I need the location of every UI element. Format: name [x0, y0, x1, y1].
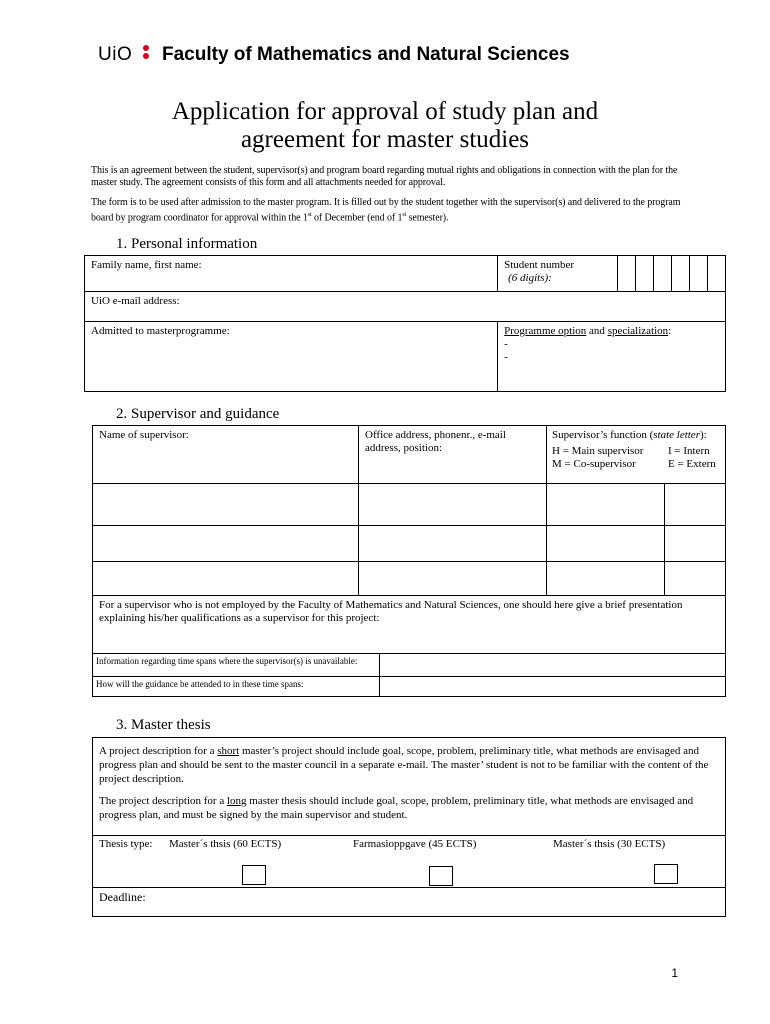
digit-box-5[interactable] [690, 256, 708, 292]
supervisor-2-name[interactable] [93, 526, 359, 562]
supervisor-2-address[interactable] [359, 526, 547, 562]
supervisor-name-header: Name of supervisor: [93, 426, 359, 484]
supervisor-1-function[interactable] [547, 484, 665, 526]
supervisor-3-type[interactable] [665, 562, 726, 596]
personal-info-table [84, 255, 726, 392]
thesis-type-label: Thesis type: [99, 838, 153, 850]
family-name-field[interactable]: Family name, first name: [85, 256, 498, 292]
thesis-60-checkbox[interactable] [242, 865, 266, 885]
title-line-2: agreement for master studies [240, 126, 530, 153]
digit-box-6[interactable] [707, 256, 725, 292]
faculty-name: Faculty of Mathematics and Natural Sciences [162, 44, 570, 65]
thesis-option-30-label: Master´s thsis (30 ECTS) [553, 838, 666, 850]
supervisor-3-address[interactable] [359, 562, 547, 596]
supervisor-1-type[interactable] [665, 484, 726, 526]
guidance-label: How will the guidance be attended to in these time spans: [93, 677, 380, 697]
title-line-1: Application for approval of study plan and [171, 98, 599, 125]
email-field[interactable]: UiO e-mail address: [85, 292, 726, 322]
intro-paragraph-2: The form is to be used after admission to the master program. It is filled out by the student together with the supervisor(s) and delivered to the program board by program coordinator for approval within the 1st of December (end of 1st semester). [91, 197, 681, 224]
external-supervisor-note[interactable]: For a supervisor who is not employed by the Faculty of Mathematics and Natural Sciences, one should here give a brief presentation explaining his/her qualifications as a supervisor for this project: [93, 596, 726, 654]
form-title [0, 98, 770, 154]
digit-box-4[interactable] [672, 256, 690, 292]
supervisor-1-name[interactable] [93, 484, 359, 526]
supervisor-1-address[interactable] [359, 484, 547, 526]
student-number-label: Student number (6 digits): [498, 256, 618, 292]
supervisor-2-type[interactable] [665, 526, 726, 562]
digit-box-1[interactable] [618, 256, 636, 292]
office-address-header: Office address, phonenr., e-mail address, position: [359, 426, 547, 484]
thesis-45-checkbox[interactable] [429, 866, 453, 886]
long-project-description: The project description for a long master thesis should include goal, scope, problem, preliminary title, what methods are envisaged and progress plan, and must be signed by the main supervisor and student. [99, 795, 694, 821]
supervisor-function-header: Supervisor’s function (state letter): H = Main supervisor I = Intern M = Co-supervisor E = Extern [547, 426, 726, 484]
page-number: 1 [671, 966, 678, 980]
section-2-heading: 2. Supervisor and guidance [116, 406, 280, 422]
admitted-programme-field[interactable]: Admitted to masterprogramme: [85, 322, 498, 392]
section-1-heading: 1. Personal information [116, 236, 258, 252]
supervisor-2-function[interactable] [547, 526, 665, 562]
programme-option-field[interactable]: Programme option and specialization: - - [498, 322, 726, 392]
intro-paragraph-1: This is an agreement between the student, supervisor(s) and program board regarding mutual rights and obligations in connection with the plan for the master study. The agreement consists of this form and all attachments needed for approval. [91, 165, 678, 188]
thesis-option-60-label: Master´s thsis (60 ECTS) [169, 838, 282, 850]
supervisor-3-function[interactable] [547, 562, 665, 596]
uio-logo: UiO [98, 44, 133, 65]
uio-logo-dots [143, 45, 150, 65]
deadline-field[interactable]: Deadline: [99, 890, 146, 904]
supervisor-table [92, 425, 726, 654]
supervisor-3-name[interactable] [93, 562, 359, 596]
thesis-30-checkbox[interactable] [654, 864, 678, 884]
thesis-option-45-label: Farmasioppgave (45 ECTS) [353, 838, 477, 850]
digit-box-2[interactable] [636, 256, 654, 292]
section-3-heading: 3. Master thesis [116, 717, 211, 733]
short-project-description: A project description for a short master’s project should include goal, scope, problem, preliminary title, what methods are envisaged and progress plan and should be sent to the master council in a separate e-mail. The master’ student is not to be familiar with the content of the project description. [99, 745, 709, 785]
guidance-field[interactable] [380, 677, 726, 697]
master-thesis-box [92, 737, 726, 917]
digit-box-3[interactable] [654, 256, 672, 292]
time-span-field[interactable] [380, 654, 726, 677]
time-span-label: Information regarding time spans where the supervisor(s) is unavailable: [93, 654, 380, 677]
time-span-table [92, 653, 726, 697]
